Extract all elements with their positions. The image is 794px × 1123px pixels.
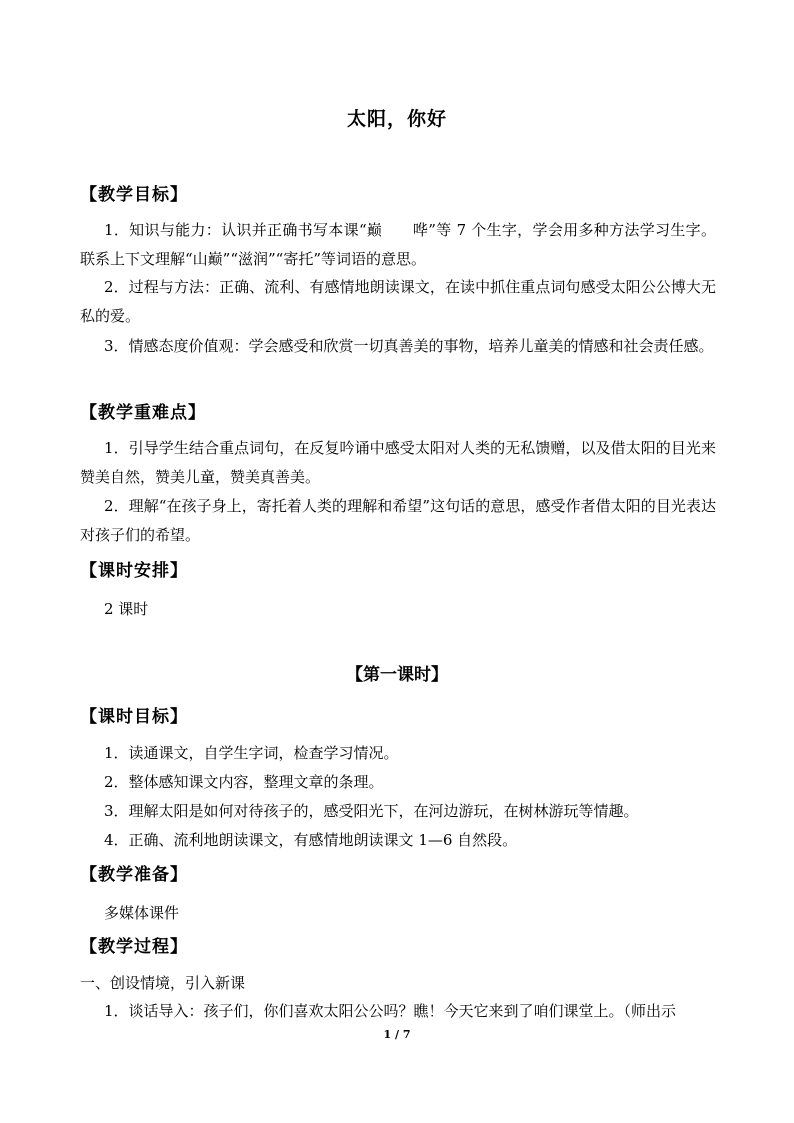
lesson-goal-1: 1．读通课文，自学生字词，检查学习情况。 [104, 744, 399, 762]
schedule-text: 2 课时 [104, 600, 149, 618]
document-title: 太阳，你好 [346, 108, 447, 130]
preparation-text: 多媒体课件 [104, 904, 180, 922]
process-step-1: 一、创设情境，引入新课 [80, 974, 246, 992]
section-heading-process: 【教学过程】 [80, 937, 188, 957]
page-number: 1 / 7 [383, 1028, 411, 1041]
key-point-paragraph-1: 1．引导学生结合重点词句，在反复吟诵中感受太阳对人类的无私馈赠，以及借太阳的目光来赞美自然，赞美儿童，赞美真善美。 [80, 439, 716, 486]
process-step-1-1: 1．谈话导入：孩子们，你们喜欢太阳公公吗？瞧！今天它来到了咱们课堂上。（师出示 [104, 1002, 677, 1020]
lesson-goal-2: 2．整体感知课文内容，整理文章的条理。 [104, 773, 384, 791]
section-heading-preparation: 【教学准备】 [80, 865, 188, 885]
section-heading-lesson-goals: 【课时目标】 [80, 707, 188, 727]
lesson-goal-3: 3．理解太阳是如何对待孩子的，感受阳光下，在河边游玩，在树林游玩等情趣。 [104, 802, 639, 820]
section-heading-key-points: 【教学重难点】 [80, 403, 206, 423]
lesson-goal-4: 4．正确、流利地朗读课文，有感情地朗读课文 1—6 自然段。 [104, 831, 518, 849]
section-heading-goals: 【教学目标】 [80, 185, 188, 205]
key-point-paragraph-2: 2．理解“在孩子身上，寄托着人类的理解和希望”这句话的意思，感受作者借太阳的目光表达对孩子们的希望。 [80, 497, 716, 544]
goal-paragraph-2: 2．过程与方法：正确、流利、有感情地朗读课文，在读中抓住重点词句感受太阳公公博大无私的爱。 [80, 278, 716, 325]
goal-paragraph-1: 1．知识与能力：认识并正确书写本课“巅 哗”等 7 个生字，学会用多种方法学习生字。联系上下文理解“山巅”“滋润”“寄托”等词语的意思。 [80, 221, 716, 268]
lesson-one-heading: 【第一课时】 [346, 665, 448, 685]
goal-paragraph-3: 3．情感态度价值观：学会感受和欣赏一切真善美的事物，培养儿童美的情感和社会责任感。 [104, 337, 714, 355]
section-heading-schedule: 【课时安排】 [80, 561, 188, 581]
